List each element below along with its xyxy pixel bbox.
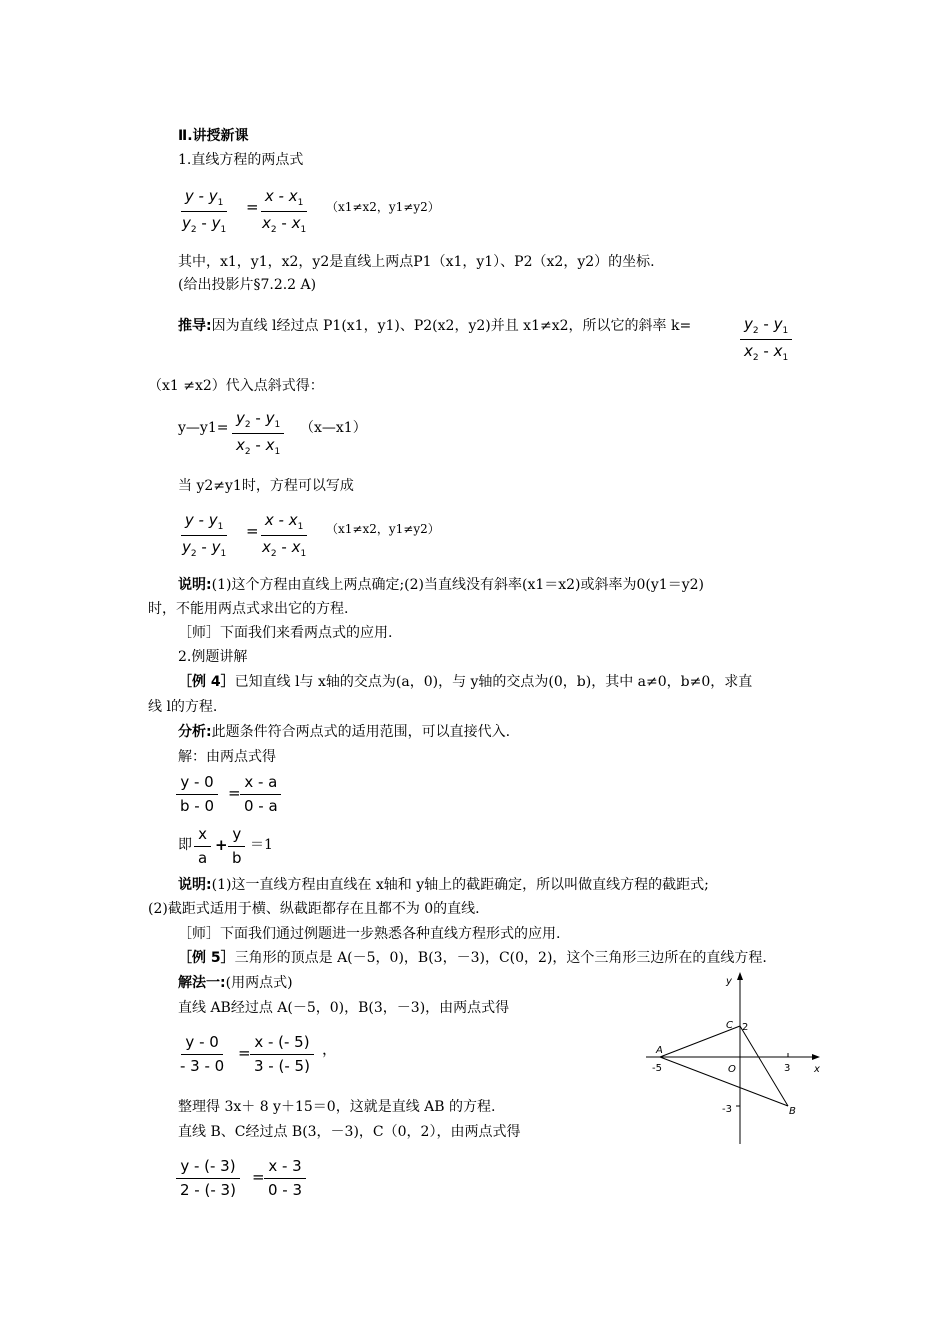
ab-line-text: 直线 AB经过点 A(－5，0)，B(3，－3)，由两点式得 bbox=[178, 1000, 510, 1016]
equals-sign-2: = bbox=[246, 522, 259, 540]
label-o: O bbox=[728, 1064, 736, 1075]
formula-fraction-x: $\frac{x - x_1}{x_2 - x_1}$ bbox=[262, 187, 307, 236]
x-axis-arrow bbox=[812, 1054, 820, 1060]
ex6-equals: = bbox=[252, 1168, 265, 1186]
ex4-fraction-1: $\frac{y - 0}{b - 0}$ bbox=[176, 774, 218, 816]
point-slope-fraction: $\frac{y_2 - y_1}{x_2 - x_1}$ bbox=[232, 410, 284, 458]
ab-result: 整理得 3x＋ 8 y＋15＝0，这就是直线 AB 的方程. bbox=[178, 1099, 496, 1115]
slope-fraction: $\frac{y_2 - y_1}{x_2 - x_1}$ bbox=[740, 316, 792, 364]
bc-line-text: 直线 B、C经过点 B(3，－3)，C（0，2），由两点式得 bbox=[178, 1124, 521, 1140]
y-axis-arrow bbox=[737, 972, 743, 980]
equals-sign: = bbox=[246, 198, 259, 216]
ex6-fraction-2: $\frac{x - 3}{0 - 3}$ bbox=[264, 1158, 306, 1200]
label-2: 2 bbox=[742, 1022, 749, 1033]
intercept-fraction-y: $\frac{y}{b}$ bbox=[228, 826, 246, 868]
ex4-fraction-2: $\frac{x - a}{0 - a}$ bbox=[240, 774, 282, 816]
solution-line: 解：由两点式得 bbox=[178, 749, 276, 765]
subheading-examples: 2.例题讲解 bbox=[178, 649, 248, 665]
example-4-line: ［例 4］已知直线 l与 x轴的交点为(a，0)，与 y轴的交点为(0，b)，其中 a≠0，b≠0，求直 bbox=[178, 674, 753, 690]
explanation-1a: 说明:(1)这个方程由直线上两点确定;(2)当直线没有斜率(x1＝x2)或斜率为0(y1＝y2) bbox=[178, 577, 704, 593]
subheading-two-point-form: 1.直线方程的两点式 bbox=[178, 152, 304, 168]
teacher-note-2: ［师］下面我们通过例题进一步熟悉各种直线方程形式的应用. bbox=[178, 926, 561, 942]
condition-note-2: （x1≠x2，y1≠y2） bbox=[326, 522, 440, 536]
derivation-line: 推导:因为直线 l经过点 P1(x1，y1)、P2(x2，y2)并且 x1≠x2，所以它的斜率 k= bbox=[178, 318, 692, 334]
label-c: C bbox=[726, 1020, 733, 1031]
explanation-2a: 说明:(1)这一直线方程由直线在 x轴和 y轴上的截距确定，所以叫做直线方程的截距式; bbox=[178, 877, 709, 893]
ji-label: 即 bbox=[178, 837, 192, 853]
method-1-line: 解法一:(用两点式) bbox=[178, 975, 293, 991]
plus-sign: + bbox=[215, 836, 228, 854]
equals-one: ＝1 bbox=[250, 837, 273, 853]
label-y: y bbox=[726, 976, 732, 987]
example-4-line-2: 线 l的方程. bbox=[148, 699, 218, 715]
when-text: 当 y2≠y1时，方程可以写成 bbox=[178, 478, 354, 494]
side-bc bbox=[740, 1026, 791, 1106]
formula-fraction-x-2: $\frac{x - x_1}{x_2 - x_1}$ bbox=[262, 511, 307, 560]
teacher-note-1: ［师］下面我们来看两点式的应用. bbox=[178, 625, 393, 641]
ex5-fraction-1: $\frac{y - 0}{- 3 - 0}$ bbox=[180, 1033, 225, 1076]
point-slope-rhs: （x—x1） bbox=[300, 420, 367, 436]
analysis-line: 分析:此题条件符合两点式的适用范围，可以直接代入. bbox=[178, 724, 511, 740]
ex5-fraction-2: $\frac{x - (- 5)}{3 - (- 5)}$ bbox=[250, 1034, 314, 1076]
point-slope-lhs: y—y1= bbox=[178, 420, 229, 436]
label-3: 3 bbox=[784, 1063, 791, 1074]
side-ab bbox=[660, 1057, 791, 1106]
label-b: B bbox=[789, 1106, 796, 1117]
ex6-fraction-1: $\frac{y - (- 3)}{2 - (- 3)}$ bbox=[176, 1158, 240, 1200]
label-a: A bbox=[656, 1045, 663, 1056]
slide-note: (给出投影片§7.2.2 A) bbox=[178, 277, 317, 293]
label-neg3: -3 bbox=[722, 1104, 732, 1115]
example-5-line: ［例 5］三角形的顶点是 A(－5，0)，B(3，－3)，C(0，2)，这个三角形三边所在的直线方程. bbox=[178, 950, 767, 966]
ex4-equals: = bbox=[228, 784, 241, 802]
section-title: Ⅱ.讲授新课 bbox=[178, 128, 249, 144]
explanation-1b: 时，不能用两点式求出它的方程. bbox=[148, 601, 349, 617]
formula-fraction-y-2: $\frac{y - y_1}{y_2 - y_1}$ bbox=[182, 511, 227, 560]
where-text: 其中，x1，y1，x2，y2是直线上两点P1（x1，y1）、P2（x2，y2）的坐标. bbox=[178, 254, 655, 270]
explanation-2b: (2)截距式适用于横、纵截距都存在且都不为 0的直线. bbox=[148, 901, 480, 917]
condition-note: （x1≠x2，y1≠y2） bbox=[326, 200, 440, 214]
intercept-fraction-x: $\frac{x}{a}$ bbox=[194, 826, 211, 868]
formula-fraction-y: $\frac{y - y_1}{y_2 - y_1}$ bbox=[182, 187, 227, 236]
triangle-figure bbox=[640, 968, 830, 1148]
ex5-equals: = bbox=[238, 1044, 251, 1062]
label-x: x bbox=[814, 1064, 820, 1075]
label-neg5: -5 bbox=[652, 1063, 662, 1074]
derivation-continued: （x1 ≠x2）代入点斜式得： bbox=[148, 378, 324, 394]
ex5-comma: ， bbox=[322, 1040, 338, 1058]
